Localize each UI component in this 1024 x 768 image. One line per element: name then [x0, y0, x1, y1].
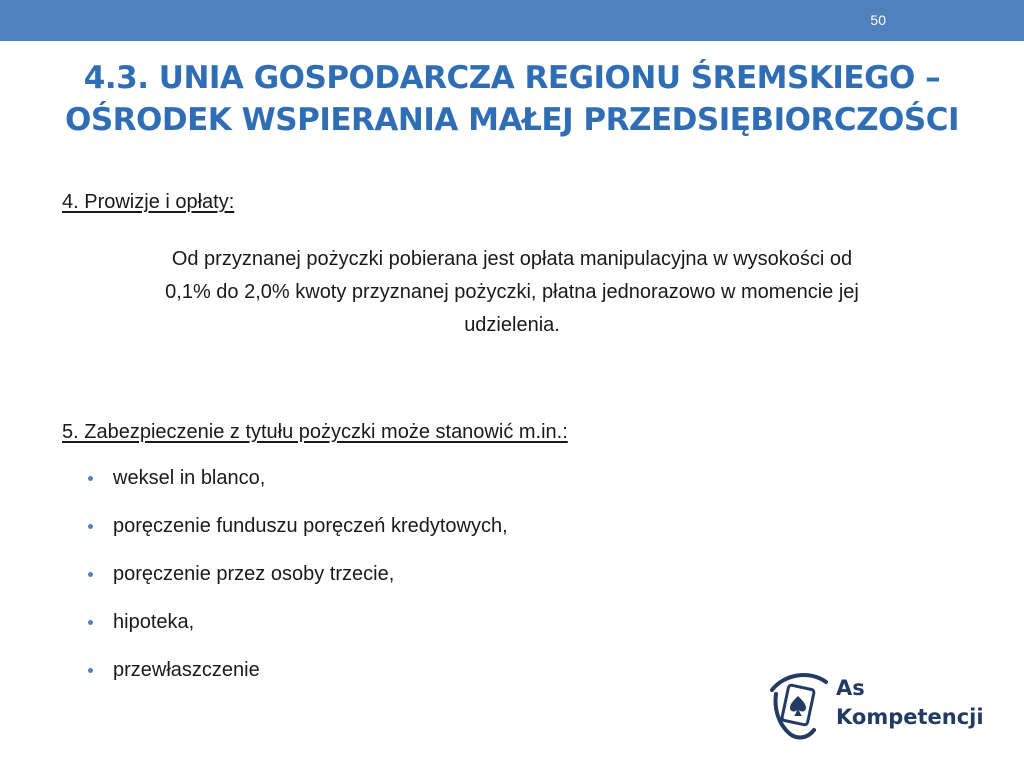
list-item	[88, 610, 508, 634]
list-item	[88, 514, 508, 538]
security-list	[88, 466, 508, 706]
top-bar	[0, 0, 1024, 41]
slide-title-line-1: 4.3. UNIA GOSPODARCZA REGIONU ŚREMSKIEGO –	[83, 60, 941, 96]
list-item-label: hipoteka,	[113, 611, 195, 633]
section-4-heading: 4. Prowizje i opłaty:	[62, 191, 235, 213]
paragraph-line-1: Od przyznanej pożyczki pobierana jest opłata manipulacyjna w wysokości od	[171, 248, 853, 270]
as-kompetencji-logo	[770, 670, 1000, 745]
bullet-icon	[88, 572, 93, 577]
list-item-label: poręczenie przez osoby trzecie,	[113, 563, 395, 585]
list-item-label: przewłaszczenie	[113, 659, 260, 681]
paragraph-line-2: 0,1% do 2,0% kwoty przyznanej pożyczki, płatna jednorazowo w momencie jej	[165, 281, 859, 303]
list-item	[88, 466, 508, 490]
spade-card-icon	[770, 670, 832, 742]
logo-line-2: Kompetencji	[836, 705, 984, 729]
list-item	[88, 658, 508, 682]
section-5-heading: 5. Zabezpieczenie z tytułu pożyczki może stanowić m.in.:	[62, 421, 568, 443]
list-item	[88, 562, 508, 586]
paragraph-line-3: udzielenia.	[464, 314, 560, 336]
bullet-icon	[88, 668, 93, 673]
list-item-label: weksel in blanco,	[113, 467, 266, 489]
bullet-icon	[88, 620, 93, 625]
bullet-icon	[88, 476, 93, 481]
logo-text	[836, 674, 984, 732]
list-item-label: poręczenie funduszu poręczeń kredytowych,	[113, 515, 508, 537]
section-4-paragraph	[50, 243, 974, 342]
bullet-icon	[88, 524, 93, 529]
slide-title	[40, 57, 984, 141]
slide-title-line-2: OŚRODEK WSPIERANIA MAŁEJ PRZEDSIĘBIORCZOŚCI	[64, 102, 960, 138]
slide-number: 50	[870, 12, 886, 28]
logo-line-1: As	[836, 676, 865, 700]
